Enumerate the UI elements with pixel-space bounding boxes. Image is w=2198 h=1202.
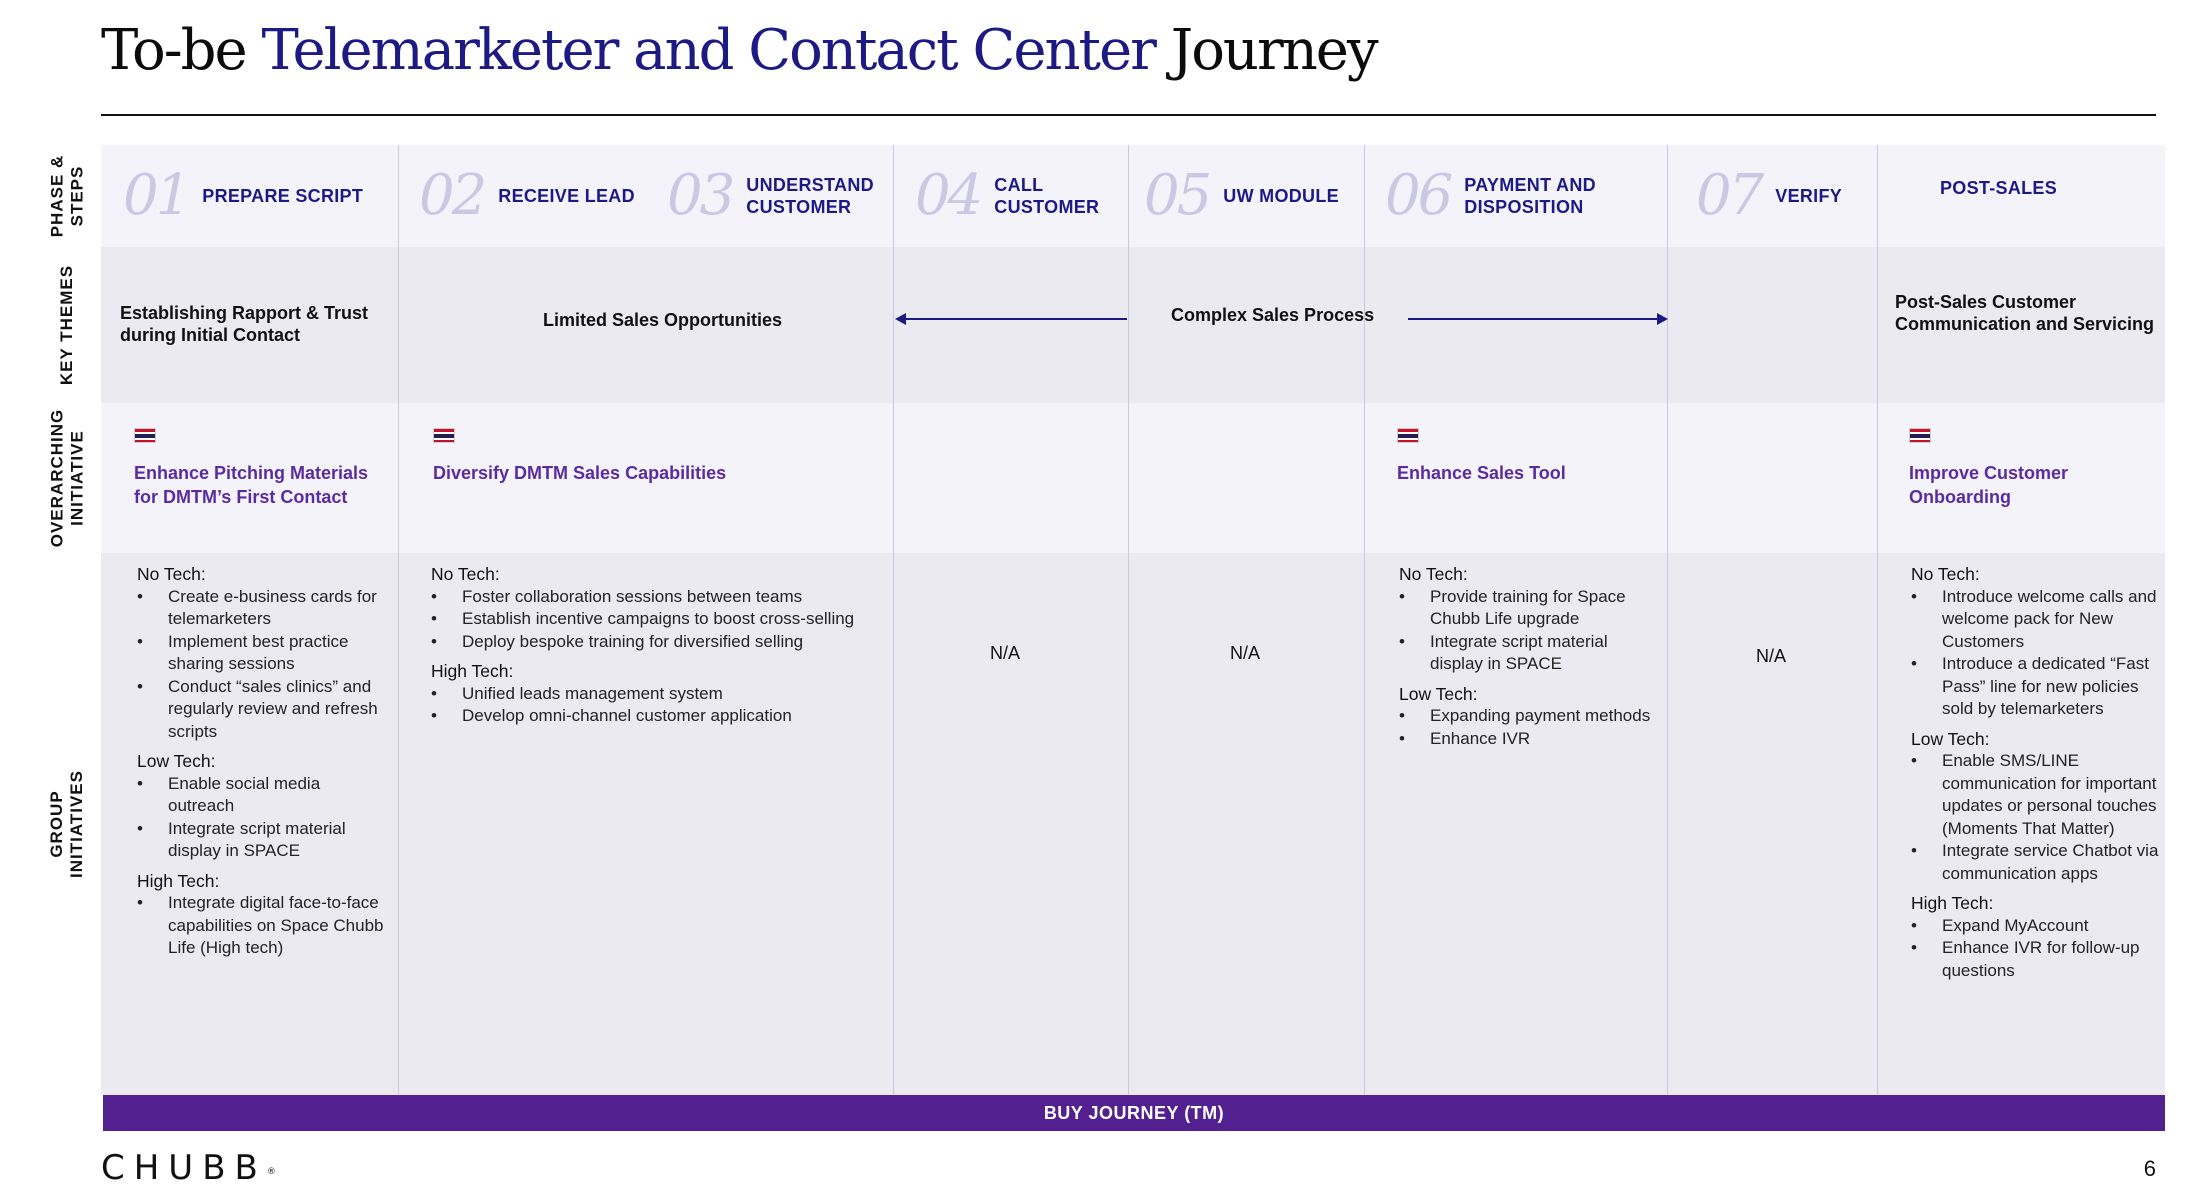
column-divider (1128, 145, 1129, 1095)
column-divider (1364, 145, 1365, 1095)
theme-limited-sales: Limited Sales Opportunities (543, 310, 783, 330)
buy-journey-bar (103, 1095, 2165, 1131)
row-label-group-text: GROUP INITIATIVES (47, 770, 87, 878)
no-tech-heading: No Tech: (1911, 564, 1980, 584)
list-item: • Enable social media outreach (137, 773, 387, 818)
no-tech-heading: No Tech: (137, 564, 206, 584)
thailand-flag-icon (433, 428, 455, 443)
column-divider (1877, 145, 1878, 1095)
arrow-left-line (901, 318, 1127, 320)
initiative-pitching-materials: Enhance Pitching Materials for DMTM’s First Contact (134, 463, 369, 507)
low-tech-heading: Low Tech: (137, 751, 216, 771)
journey-grid (101, 145, 2165, 1095)
phase-label: POST-SALES (1940, 178, 2058, 198)
phase-label: RECEIVE LEAD (498, 186, 635, 206)
phase-label: VERIFY (1775, 186, 1843, 206)
phase-label: UW MODULE (1223, 186, 1339, 206)
list-item: • Develop omni-channel customer application (431, 705, 871, 728)
page-number: 6 (2143, 1156, 2156, 1181)
phase-number: 01 (123, 163, 189, 228)
list-item: • Expand MyAccount (1911, 915, 2161, 938)
initiative-diversify-sales: Diversify DMTM Sales Capabilities (433, 463, 727, 483)
list-item: • Integrate script material display in SPACE (1399, 631, 1659, 676)
page-title (101, 18, 1377, 83)
na-uw-module: N/A (1230, 643, 1261, 663)
list-item: • Integrate digital face-to-face capabilities on Space Chubb Life (High tech) (137, 892, 387, 960)
title-divider (101, 114, 2156, 116)
column-divider (893, 145, 894, 1095)
phase-label: CALL CUSTOMER (994, 175, 1100, 217)
no-tech-list (431, 586, 871, 654)
group-initiatives-prepare (137, 563, 387, 960)
phase-label: UNDERSTAND CUSTOMER (746, 175, 874, 217)
row-label-phase (22, 145, 112, 247)
phase-post-sales (1940, 157, 2057, 219)
phase-number: 03 (667, 163, 733, 228)
arrow-right-line (1408, 318, 1658, 320)
row-label-group (22, 553, 112, 1095)
list-item: • Expanding payment methods (1399, 705, 1659, 728)
row-label-themes-text: KEY THEMES (57, 264, 76, 386)
phase-verify (1696, 165, 1842, 227)
na-call-customer: N/A (990, 643, 1021, 663)
group-initiatives-post-sales (1911, 563, 2161, 982)
logo-text: CHUBB (101, 1148, 267, 1188)
no-tech-heading: No Tech: (431, 564, 500, 584)
list-item: • Enable SMS/LINE communication for important updates or personal touches (Moments That Matter) (1911, 750, 2161, 840)
phase-number: 07 (1696, 163, 1762, 228)
theme-post-sales: Post-Sales Customer Communication and Servicing (1895, 292, 2155, 334)
phase-number: 06 (1385, 163, 1451, 228)
low-tech-list (1911, 750, 2161, 885)
title-prefix: To-be (101, 18, 262, 83)
arrow-right-head (1657, 313, 1668, 325)
themes-band (101, 247, 2165, 403)
list-item: • Unified leads management system (431, 683, 871, 706)
title-suffix: Journey (1154, 18, 1377, 83)
group-initiatives-payment (1399, 563, 1659, 750)
row-label-phase-text: PHASE & STEPS (46, 154, 86, 238)
group-band (101, 553, 2165, 1095)
high-tech-heading: High Tech: (431, 661, 514, 681)
column-divider (1667, 145, 1668, 1095)
phase-understand-customer (667, 165, 874, 227)
phase-label: PAYMENT AND DISPOSITION (1464, 175, 1596, 217)
list-item: • Establish incentive campaigns to boost cross-selling (431, 608, 871, 631)
list-item: • Implement best practice sharing sessions (137, 631, 387, 676)
low-tech-list (1399, 705, 1659, 750)
buy-journey-label: BUY JOURNEY (TM) (1043, 1102, 1225, 1123)
high-tech-heading: High Tech: (137, 870, 220, 891)
phase-band (101, 145, 2165, 247)
low-tech-heading: Low Tech: (1399, 683, 1478, 704)
high-tech-list (431, 683, 871, 728)
no-tech-list (137, 586, 387, 744)
na-verify: N/A (1756, 646, 1787, 666)
list-item: • Create e-business cards for telemarketers (137, 586, 387, 631)
list-item: • Integrate service Chatbot via communication apps (1911, 840, 2161, 885)
phase-uw-module (1144, 165, 1339, 227)
list-item: • Enhance IVR for follow-up questions (1911, 937, 2161, 982)
no-tech-list (1399, 586, 1659, 676)
row-label-overarching (22, 403, 112, 553)
phase-number: 05 (1144, 163, 1210, 228)
initiative-customer-onboarding: Improve Customer Onboarding (1909, 463, 2069, 507)
list-item: • Provide training for Space Chubb Life upgrade (1399, 586, 1659, 631)
thailand-flag-icon (134, 428, 156, 443)
theme-complex-sales: Complex Sales Process (1171, 305, 1375, 325)
no-tech-list (1911, 586, 2161, 721)
thailand-flag-icon (1909, 428, 1931, 443)
overarching-band (101, 403, 2165, 553)
high-tech-list (1911, 915, 2161, 983)
low-tech-heading: Low Tech: (1911, 728, 1990, 749)
list-item: • Enhance IVR (1399, 728, 1659, 751)
phase-call-customer (915, 165, 1099, 227)
title-highlight: Telemarketer and Contact Center (261, 18, 1155, 83)
high-tech-heading: High Tech: (1911, 893, 1994, 913)
low-tech-list (137, 773, 387, 863)
phase-receive-lead (419, 165, 635, 227)
list-item: • Conduct “sales clinics” and regularly review and refresh scripts (137, 676, 387, 744)
phase-number: 02 (419, 163, 485, 228)
thailand-flag-icon (1397, 428, 1419, 443)
row-label-themes (22, 247, 112, 403)
list-item: • Introduce welcome calls and welcome pack for New Customers (1911, 586, 2161, 654)
phase-payment-disposition (1385, 165, 1596, 227)
list-item: • Foster collaboration sessions between teams (431, 586, 871, 609)
list-item: • Introduce a dedicated “Fast Pass” line for new policies sold by telemarketers (1911, 653, 2161, 721)
row-label-overarching-text: OVERARCHING INITIATIVE (47, 408, 87, 548)
list-item: • Integrate script material display in SPACE (137, 818, 387, 863)
chubb-logo (101, 1150, 276, 1186)
high-tech-list (137, 892, 387, 960)
phase-prepare-script (123, 165, 363, 227)
group-initiatives-receive (431, 563, 871, 728)
no-tech-heading: No Tech: (1399, 564, 1468, 584)
column-divider (398, 145, 399, 1095)
initiative-sales-tool: Enhance Sales Tool (1397, 463, 1566, 483)
phase-number: 04 (915, 163, 981, 228)
theme-rapport-trust: Establishing Rapport & Trust during Initial Contact (120, 303, 369, 345)
phase-label: PREPARE SCRIPT (202, 186, 364, 206)
logo-registered-mark: ® (266, 1167, 276, 1177)
list-item: • Deploy bespoke training for diversified selling (431, 631, 871, 654)
